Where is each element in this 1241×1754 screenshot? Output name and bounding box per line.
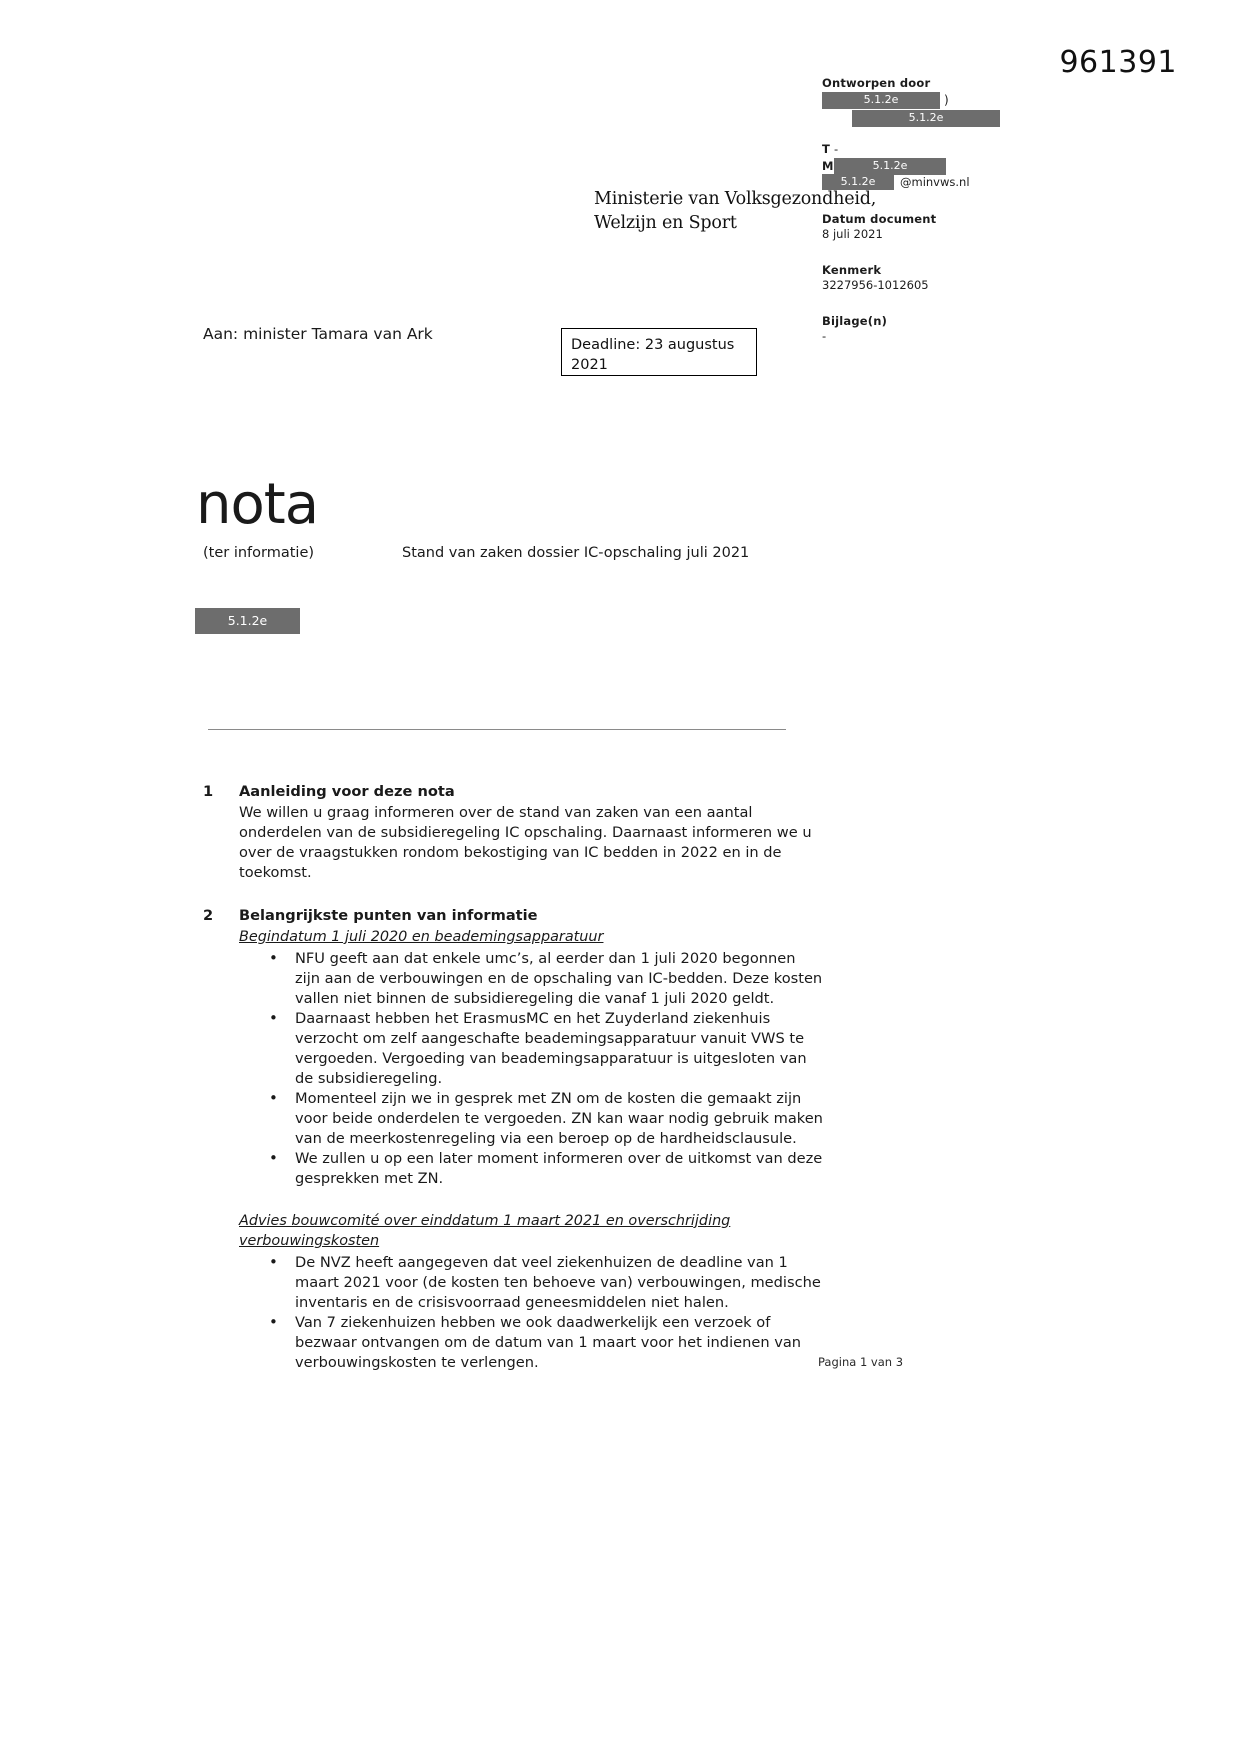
page-footer: Pagina 1 van 3 [818,1355,904,1369]
section-2-heading: Belangrijkste punten van informatie [239,906,538,924]
mobile-row [822,158,1082,174]
redaction-ontworpen-2: 5.1.2e [852,110,1000,127]
datum-value: 8 juli 2021 [822,227,883,242]
nota-subtitle: (ter informatie) [203,545,315,561]
bijlage-value: - [822,329,827,344]
page-title: nota [196,472,319,537]
redaction-email: 5.1.2e [822,174,894,190]
section-1-paragraph: We willen u graag informeren over de stand van zaken van een aantal onderdelen van de subsidieregeling IC opschaling. Daarnaast informeren we u over de vraagstukken rondom bekostiging van IC bedden in 2022 en in de toekomst. [239,803,812,881]
mobile-label: M [822,158,834,173]
section-2-content [239,906,823,1373]
ministry-title: Ministerie van Volksgezondheid, Welzijn en Sport [594,189,877,233]
section-2-bullet-list-1 [239,949,823,1189]
phone-label: T [822,141,830,156]
section-1-heading: Aanleiding voor deze nota [239,783,455,800]
kenmerk-block [822,263,1082,294]
section-2 [203,906,823,1373]
list-item: • Daarnaast hebben het ErasmusMC en het Zuyderland ziekenhuis verzocht om zelf aangeschafte beademingsapparatuur vanuit VWS te vergoeden. Vergoeding van beademingsapparatuur is uitgesloten van de subsidieregeling. [239,1009,823,1089]
list-item: • Momenteel zijn we in gesprek met ZN om de kosten die gemaakt zijn voor beide onderdelen te vergoeden. ZN kan waar nodig gebruik maken van de meerkostenregeling via een beroep op de hardheidsclausule. [239,1089,823,1149]
section-1-content [239,782,823,883]
document-number: 961391 [1059,45,1177,80]
list-item: • De NVZ heeft aangegeven dat veel ziekenhuizen de deadline van 1 maart 2021 voor (de kosten ten behoeve van) verbouwingen, medische inventaris en de crisisvoorraad geneesmiddelen niet halen. [239,1253,823,1313]
redaction-ontworpen-1: 5.1.2e [822,92,940,109]
email-domain: @minvws.nl [900,174,970,189]
ontworpen-door-block [822,76,1082,130]
ontworpen-door-row-1 [822,92,1082,110]
ontworpen-door-label: Ontworpen door [822,76,931,90]
nota-subject: Stand van zaken dossier IC-opschaling juli 2021 [402,545,750,561]
section-2-subheading-1: Begindatum 1 juli 2020 en beademingsapparatuur [239,928,604,945]
section-1-number: 1 [203,783,214,800]
bijlage-label: Bijlage(n) [822,313,888,328]
bijlage-block [822,314,1082,345]
section-2-subheading-2: Advies bouwcomité over einddatum 1 maart 2021 en overschrijding verbouwingskosten [239,1212,731,1250]
document-body [203,782,823,1373]
contact-block [822,142,1082,192]
phone-value: - [834,141,839,156]
datum-label: Datum document [822,211,937,226]
kenmerk-value: 3227956-1012605 [822,278,929,293]
kenmerk-label: Kenmerk [822,262,882,277]
phone-row [822,142,1082,158]
section-2-bullet-list-2 [239,1253,823,1373]
addressee-line: Aan: minister Tamara van Ark [203,325,433,343]
list-item: • Van 7 ziekenhuizen hebben we ook daadwerkelijk een verzoek of bezwaar ontvangen om de datum van 1 maart voor het indienen van verbouwingskosten te verlengen. [239,1313,823,1373]
ontworpen-door-row-2 [822,110,1082,130]
deadline-box: Deadline: 23 augustus 2021 [561,328,757,376]
list-item: • NFU geeft aan dat enkele umc’s, al eerder dan 1 juli 2020 begonnen zijn aan de verbouwingen en de opschaling van IC-bedden. Deze kosten vallen niet binnen de subsidieregeling die vanaf 1 juli 2020 geldt. [239,949,823,1009]
header-divider [208,729,786,730]
section-1 [203,782,823,883]
redaction-author: 5.1.2e [195,608,300,634]
redaction-mobile: 5.1.2e [834,158,946,175]
list-item: • We zullen u op een later moment informeren over de uitkomst van deze gesprekken met ZN. [239,1149,823,1189]
section-2-number: 2 [203,906,214,924]
ontworpen-paren: ) [944,92,949,107]
